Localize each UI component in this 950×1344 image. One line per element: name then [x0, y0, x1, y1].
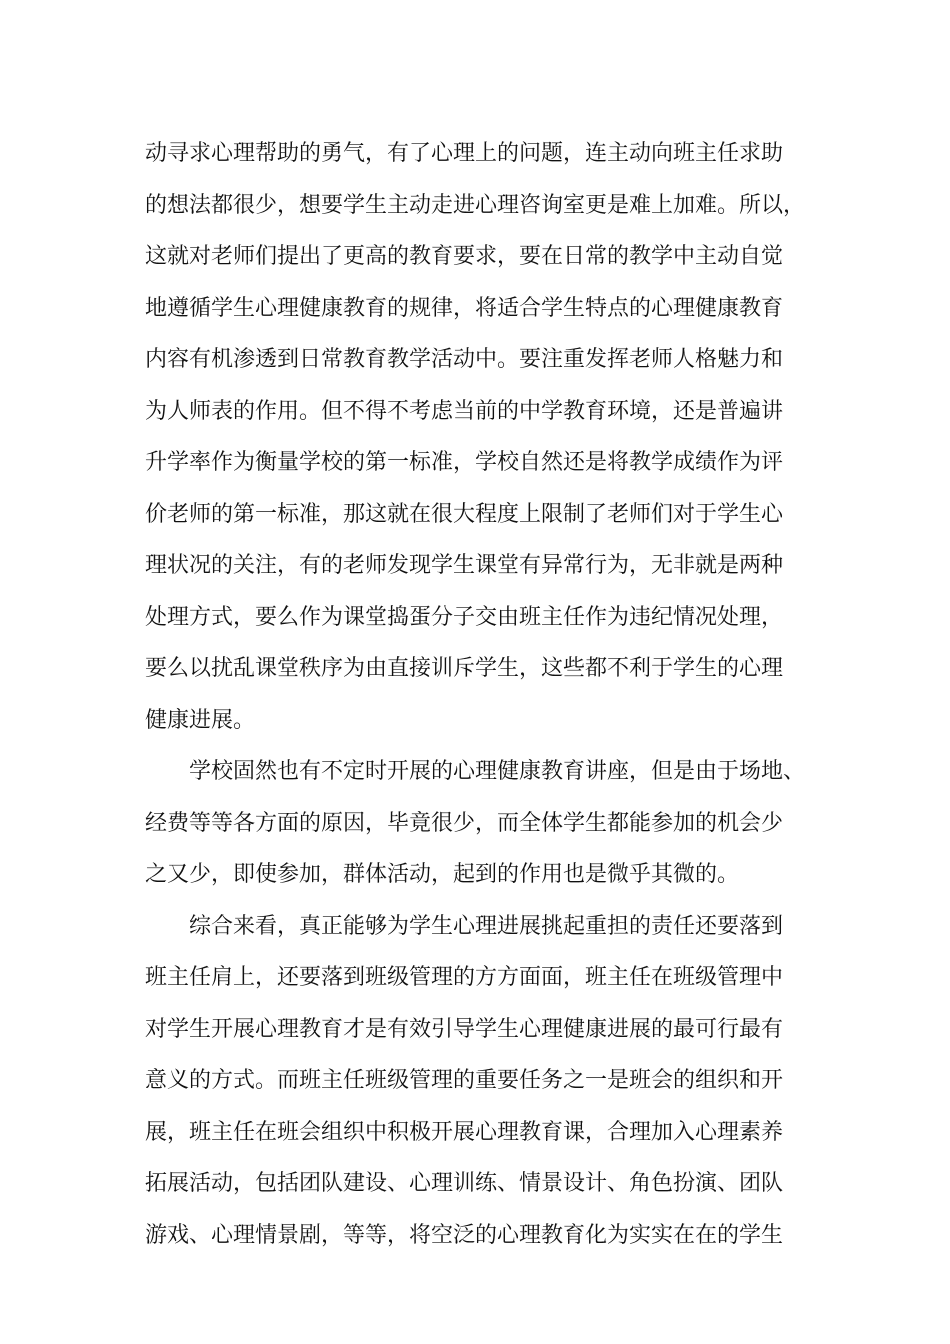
text-line: 的想法都很少，想要学生主动走进心理咨询室更是难上加难。所以，: [145, 192, 806, 218]
paragraph-start-line: 学校固然也有不定时开展的心理健康教育讲座，但是由于场地、: [189, 759, 806, 784]
text-line: 班主任肩上，还要落到班级管理的方方面面，班主任在班级管理中: [145, 965, 784, 990]
text-line: 展，班主任在班会组织中积极开展心理教育课，合理加入心理素养: [145, 1119, 784, 1145]
text-line: 地遵循学生心理健康教育的规律，将适合学生特点的心理健康教育: [145, 295, 784, 321]
text-line: 为人师表的作用。但不得不考虑当前的中学教育环境，还是普遍讲: [145, 398, 784, 424]
text-line: 这就对老师们提出了更高的教育要求，要在日常的教学中主动自觉: [145, 244, 784, 269]
text-line: 理状况的关注，有的老师发现学生课堂有异常行为，无非就是两种: [145, 553, 784, 578]
body-text: [145, 128, 815, 1261]
text-line: 之又少，即使参加，群体活动，起到的作用也是微乎其微的。: [145, 862, 740, 887]
text-line: 经费等等各方面的原因，毕竟很少，而全体学生都能参加的机会少: [145, 810, 784, 836]
text-line: 对学生开展心理教育才是有效引导学生心理健康进展的最可行最有: [145, 1016, 784, 1042]
text-line: 健康进展。: [145, 707, 256, 733]
text-line: 要么以扰乱课堂秩序为由直接训斥学生，这些都不利于学生的心理: [145, 656, 784, 681]
text-line: 游戏、心理情景剧，等等，将空泛的心理教育化为实实在在的学生: [145, 1222, 784, 1248]
paragraph-start-line: 综合来看，真正能够为学生心理进展挑起重担的责任还要落到: [189, 913, 784, 939]
text-line: 价老师的第一标准，那这就在很大程度上限制了老师们对于学生心: [145, 501, 784, 527]
text-line: 处理方式，要么作为课堂捣蛋分子交由班主任作为违纪情况处理，: [145, 604, 784, 630]
text-line: 升学率作为衡量学校的第一标准，学校自然还是将教学成绩作为评: [145, 450, 784, 475]
text-line: 内容有机渗透到日常教育教学活动中。要注重发挥老师人格魅力和: [145, 347, 784, 372]
text-line: 动寻求心理帮助的勇气，有了心理上的问题，连主动向班主任求助: [145, 141, 784, 166]
text-line: 拓展活动，包括团队建设、心理训练、情景设计、角色扮演、团队: [145, 1171, 784, 1196]
text-line: 意义的方式。而班主任班级管理的重要任务之一是班会的组织和开: [145, 1068, 784, 1093]
